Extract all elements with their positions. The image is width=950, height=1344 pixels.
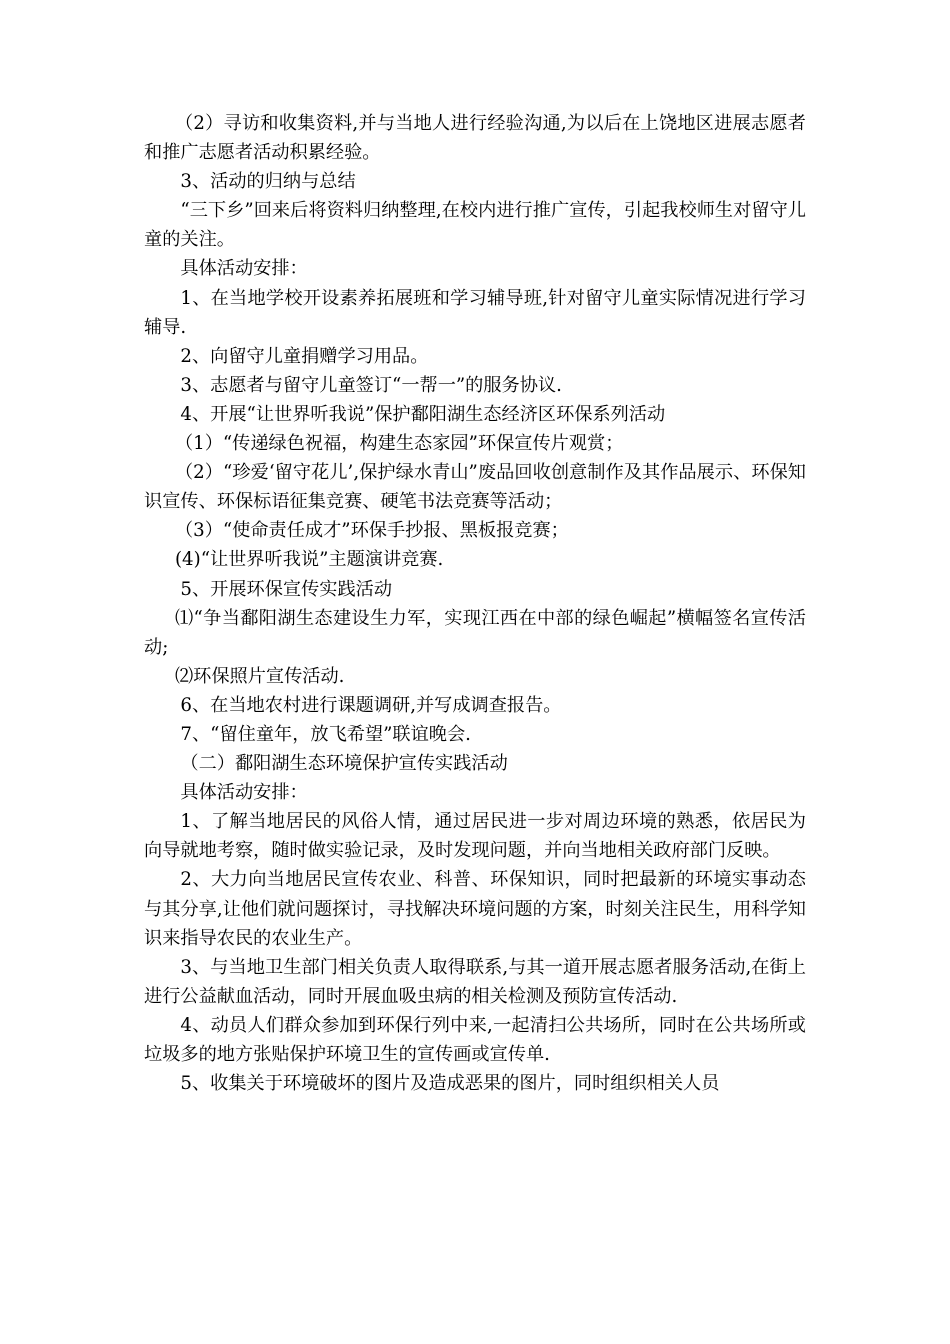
- paragraph: 3、志愿者与留守儿童签订“一帮一”的服务协议.: [180, 374, 562, 396]
- paragraph: 3、活动的归纳与总结: [180, 171, 356, 193]
- paragraph: 5、收集关于环境破坏的图片及造成恶果的图片，同时组织相关人员: [180, 1073, 720, 1095]
- paragraph: （3）“使命责任成才”环保手抄报、黑板报竞赛；: [174, 520, 569, 542]
- paragraph: 5、开展环保宣传实践活动: [180, 578, 393, 600]
- paragraph: 7、“留住童年，放飞希望”联谊晚会.: [180, 723, 471, 745]
- paragraph: （1）“传递绿色祝福，构建生态家园”环保宣传片观赏；: [174, 433, 624, 455]
- paragraph: (4)“让世界听我说”主题演讲竞赛.: [174, 549, 444, 571]
- document-page: [144, 109, 806, 1098]
- paragraph: ⑴“争当鄱阳湖生态建设生力军，实现江西在中部的绿色崛起”横幅签名宣传活动;: [144, 607, 806, 658]
- paragraph: “三下乡”回来后将资料归纳整理,在校内进行推广宣传，引起我校师生对留守儿童的关注。: [144, 200, 806, 251]
- section-heading: （二）鄱阳湖生态环境保护宣传实践活动: [180, 753, 508, 775]
- paragraph: 2、向留守儿童捐赠学习用品。: [180, 345, 429, 367]
- paragraph: 具体活动安排：: [180, 782, 308, 804]
- paragraph: （2）“珍爱‘留守花儿’,保护绿水青山”废品回收创意制作及其作品展示、环保知识宣传、环保标语征集竞赛、硬笔书法竞赛等活动；: [144, 462, 806, 513]
- paragraph: 1、了解当地居民的风俗人情，通过居民进一步对周边环境的熟悉，依居民为向导就地考察，随时做实验记录，及时发现问题，并向当地相关政府部门反映。: [144, 811, 806, 862]
- paragraph: 具体活动安排：: [180, 258, 308, 280]
- paragraph: 4、开展“让世界听我说”保护鄱阳湖生态经济区环保系列活动: [180, 403, 666, 425]
- paragraph: 4、动员人们群众参加到环保行列中来,一起清扫公共场所，同时在公共场所或垃圾多的地方张贴保护环境卫生的宣传画或宣传单.: [144, 1014, 806, 1065]
- paragraph: 6、在当地农村进行课题调研,并写成调查报告。: [180, 694, 562, 716]
- paragraph: 1、在当地学校开设素养拓展班和学习辅导班,针对留守儿童实际情况进行学习辅导.: [144, 287, 806, 338]
- paragraph: （2）寻访和收集资料,并与当地人进行经验沟通,为以后在上饶地区进展志愿者和推广志愿者活动积累经验。: [144, 113, 806, 164]
- paragraph: 2、大力向当地居民宣传农业、科普、环保知识，同时把最新的环境实事动态与其分享,让他们就问题探讨，寻找解决环境问题的方案，时刻关注民生，用科学知识来指导农民的农业生产。: [144, 869, 806, 949]
- paragraph: 3、与当地卫生部门相关负责人取得联系,与其一道开展志愿者服务活动,在街上进行公益献血活动，同时开展血吸虫病的相关检测及预防宣传活动.: [144, 956, 806, 1007]
- paragraph: ⑵环保照片宣传活动.: [174, 665, 345, 687]
